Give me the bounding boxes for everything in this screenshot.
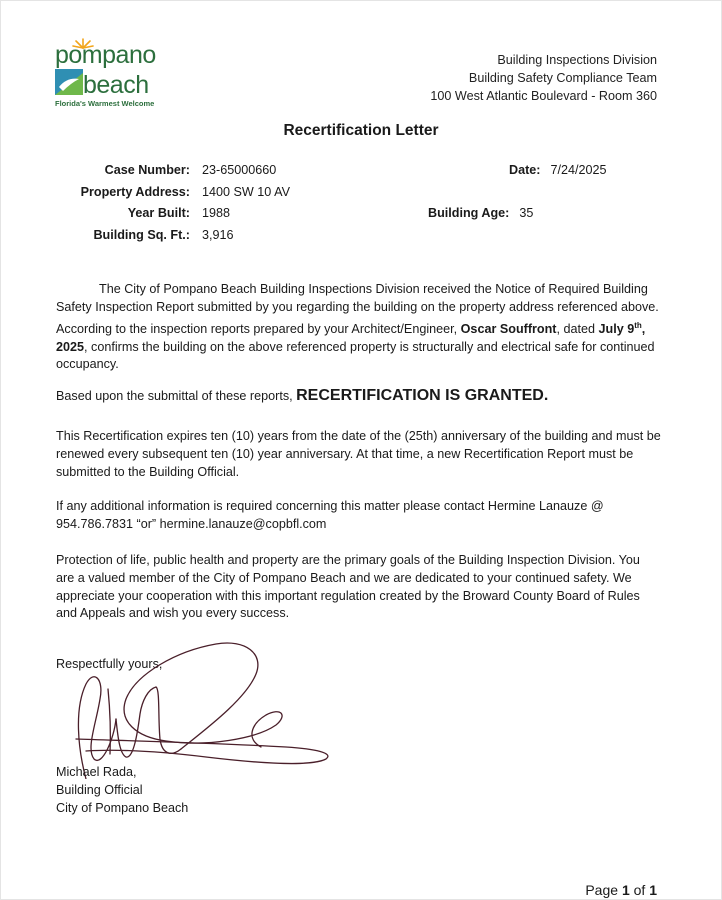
paragraph-notice-text-2: , dated [556,321,599,336]
property-address-row [56,182,290,204]
building-sqft-value: 3,916 [202,227,234,242]
of-word: of [633,882,646,898]
signer-name: Michael Rada, [56,765,137,779]
division-address-block [430,51,657,105]
closing-salutation: Respectfully yours, [56,657,163,671]
signer-role: Building Official [56,783,143,797]
paragraph-granted-text: Based upon the submittal of these reports, [56,389,297,403]
division-name: Building Inspections Division [497,53,657,67]
recertification-granted: RECERTIFICATION IS GRANTED. [296,387,549,404]
pompano-beach-logo [55,39,165,109]
case-number-row [56,160,290,182]
property-address-value: 1400 SW 10 AV [202,184,290,199]
engineer-name: Oscar Souffront [460,321,557,336]
building-sqft-row [56,225,290,247]
letter-title: Recertification Letter [283,122,439,139]
date-label: Date: [509,163,541,177]
paragraph-granted [56,387,661,406]
property-address-label: Property Address: [80,184,190,199]
logo-word-pompano: pompano [55,41,156,69]
year-built-label: Year Built: [127,206,190,220]
page-word: Page [585,882,619,898]
report-date-suffix: th [634,320,642,330]
paragraph-contact: If any additional information is required concerning this matter please contact Hermine Lanauze @ 954.786.7831 “or” hermine.lanauze@copbfl.com [56,499,604,531]
fish-wave-icon [55,69,83,95]
case-number-label: Case Number: [104,163,190,177]
current-page: 1 [621,882,630,898]
paragraph-notice [56,281,661,374]
handwritten-signature [56,629,346,779]
logo-word-beach: beach [83,71,149,99]
paragraph-expiration: This Recertification expires ten (10) years from the date of the (25th) anniversary of the building and must be renewed every subsequent ten (10) year anniversary. At that time, a new Recertification Report must be submitted to the Building Official. [56,429,661,479]
report-date-year: , 2025 [56,321,646,354]
building-age-value: 35 [519,206,534,220]
date-row [509,160,607,182]
property-info [56,160,290,246]
office-address: 100 West Atlantic Boulevard - Room 360 [430,89,657,103]
building-sqft-label: Building Sq. Ft.: [93,227,190,242]
building-age-row [428,203,533,225]
logo-tagline: Florida's Warmest Welcome [55,99,155,108]
year-built-value: 1988 [202,206,231,220]
date-value: 7/24/2025 [550,163,607,177]
building-age-label: Building Age: [428,206,510,220]
team-name: Building Safety Compliance Team [468,71,657,85]
report-date-day: July 9 [598,321,635,336]
year-built-row [56,203,290,225]
total-pages: 1 [649,882,657,898]
paragraph-notice-text-3: , confirms the building on the above referenced property is structurally and electrical safe for continued occupancy. [56,339,655,372]
paragraph-protection: Protection of life, public health and property are the primary goals of the Building Inspection Division. You are a valued member of the City of Pompano Beach and we are dedicated to your continued safety. We appreciate your cooperation with this important regulation created by the Broward County Board of Rules and Appeals and wish you every success. [56,553,640,621]
signer-block [56,763,188,817]
page-indicator [585,882,657,898]
case-number-value: 23-65000660 [202,163,277,177]
paragraph-notice-text: The City of Pompano Beach Building Inspections Division received the Notice of Required Building Safety Inspection Report submitted by you regarding the building on the property address referenced above. According to the inspection reports prepared by your Architect/Engineer, [56,282,659,336]
signer-organization: City of Pompano Beach [56,801,189,815]
